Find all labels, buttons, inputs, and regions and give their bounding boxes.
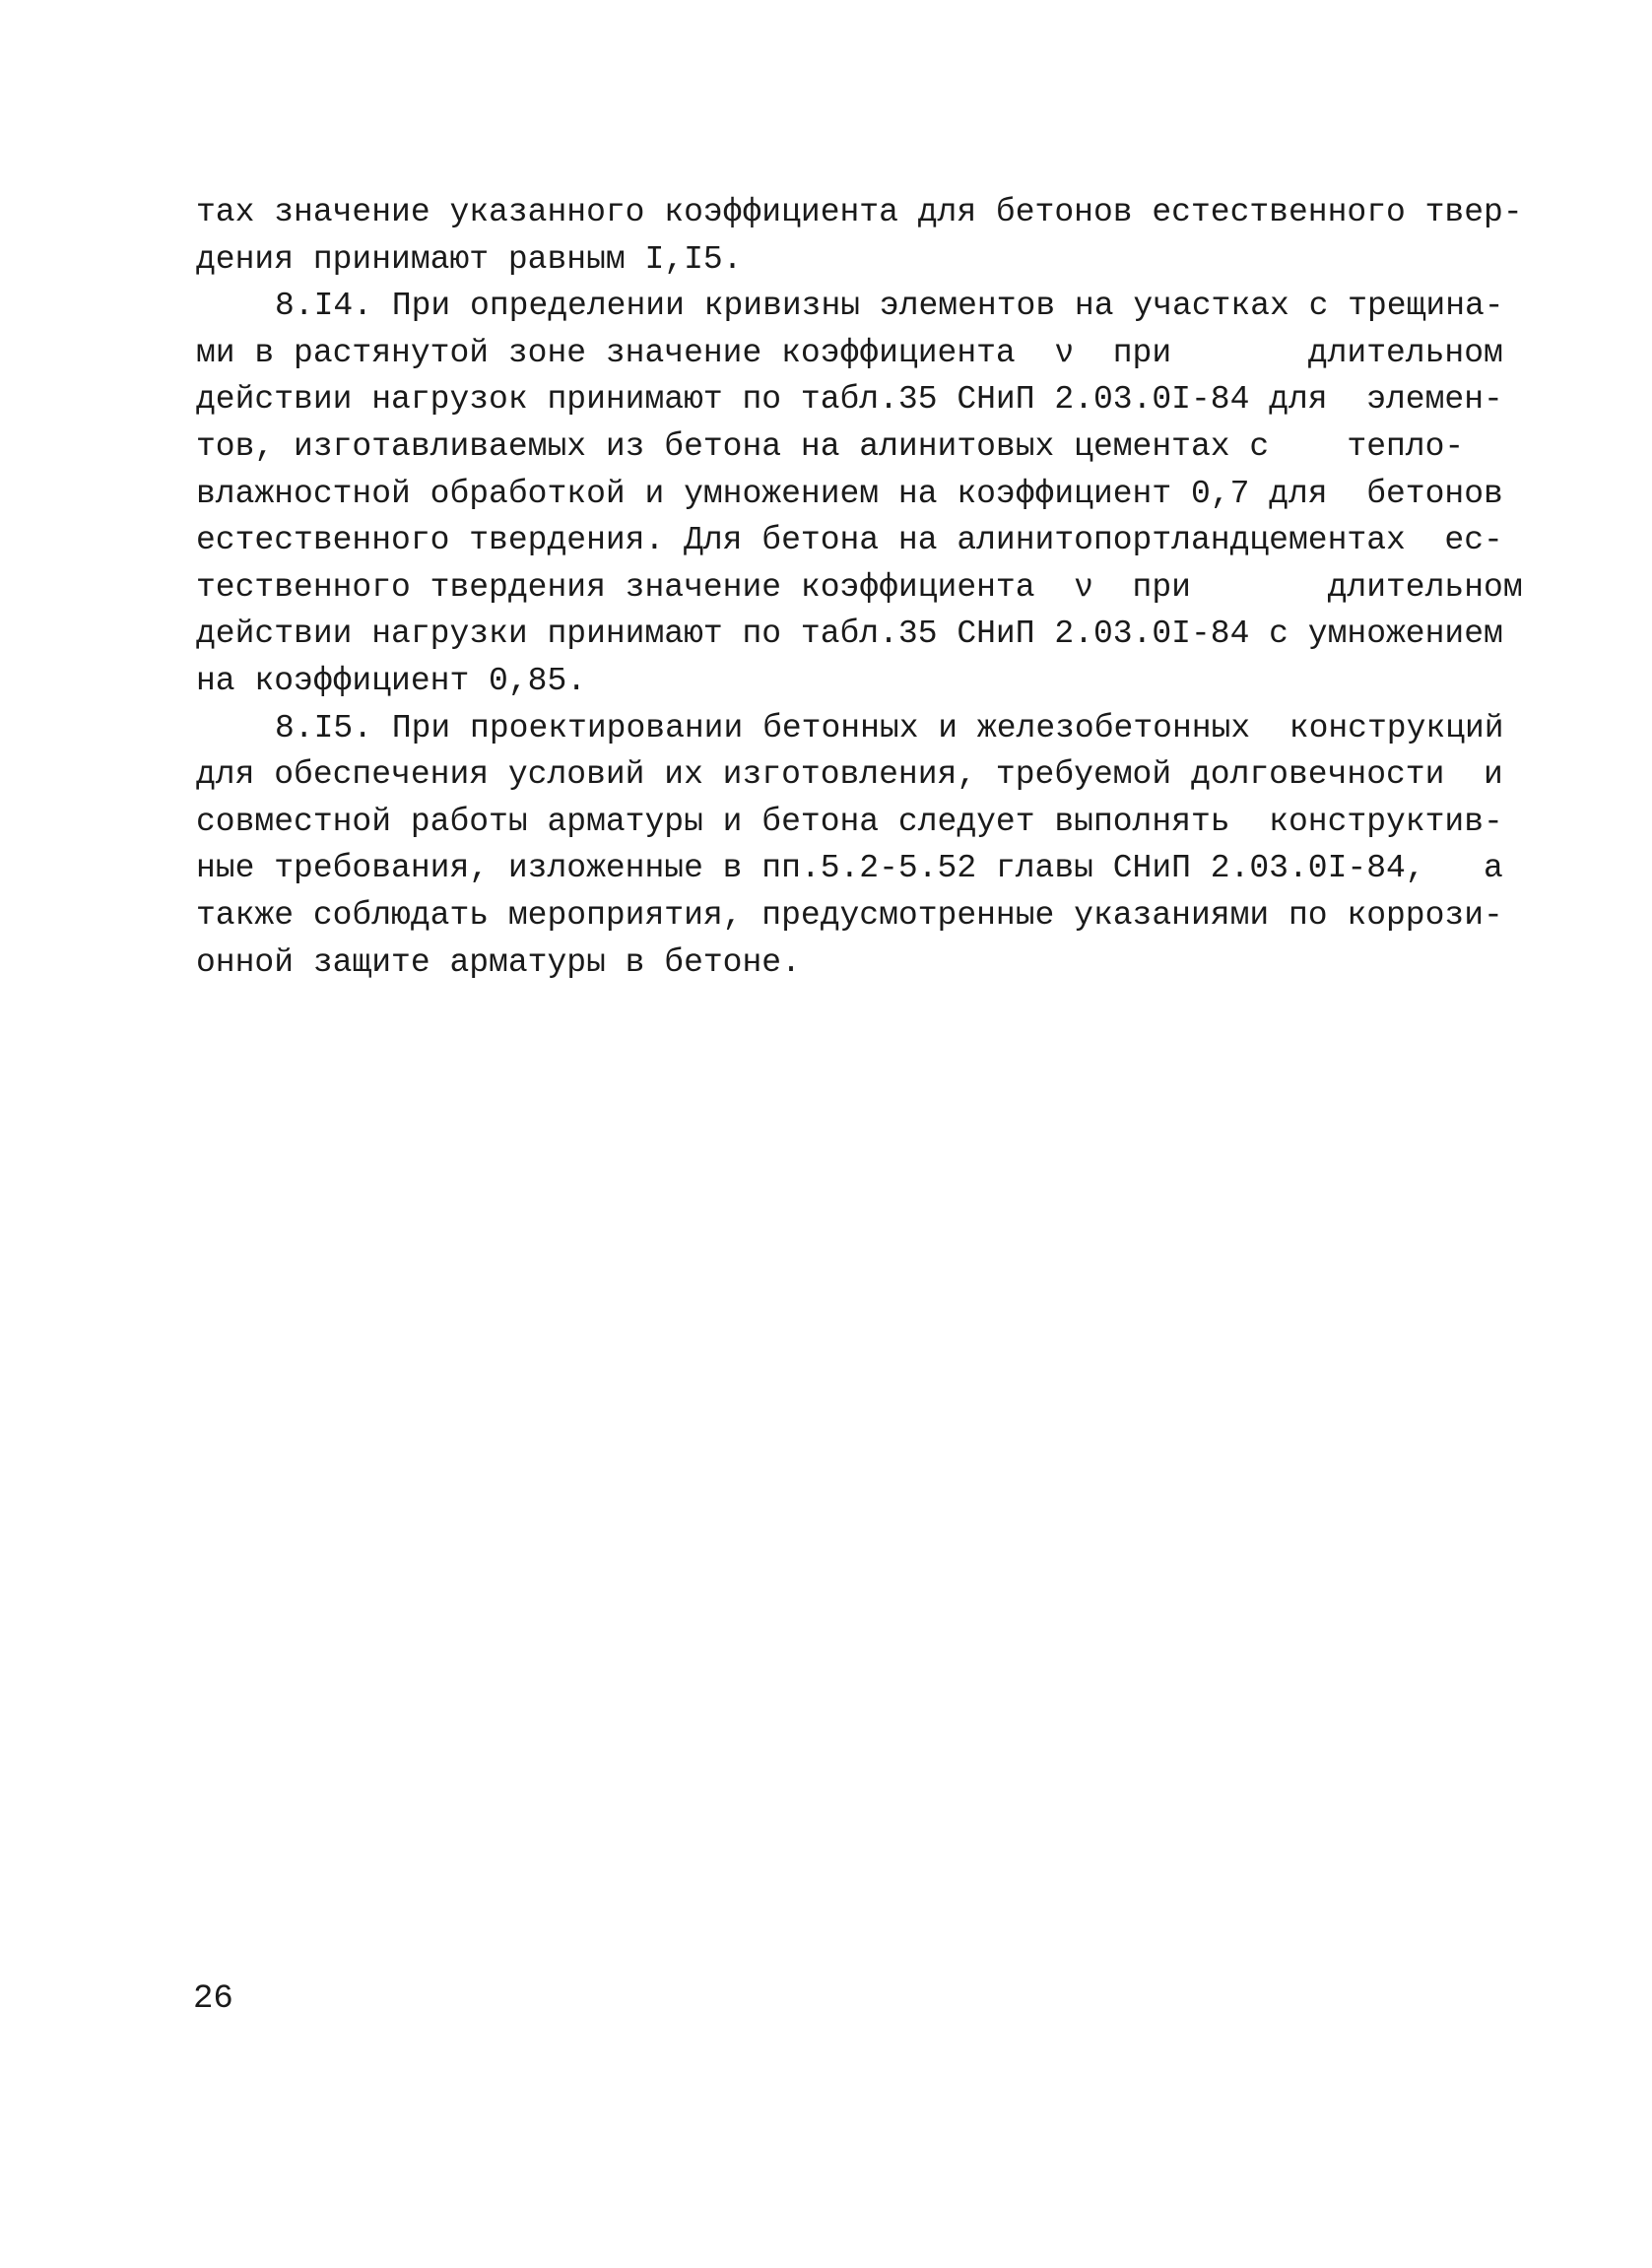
text-line: действии нагрузок принимают по табл.35 СНиП 2.03.0I-84 для элемен- <box>196 381 1503 419</box>
text-line: также соблюдать мероприятия, предусмотренные указаниями по коррози- <box>196 896 1503 934</box>
text-line: на коэффициент 0,85. <box>196 662 587 699</box>
text-line: дения принимают равным I,I5. <box>196 240 743 278</box>
text-line: для обеспечения условий их изготовления, требуемой долговечности и <box>196 756 1503 794</box>
text-line: тественного твердения значение коэффициента ν при длительном <box>196 568 1523 606</box>
paragraph-start-line: 8.I4. При определении кривизны элементов на участках с трещина- <box>275 288 1504 325</box>
text-line: ные требования, изложенные в пп.5.2-5.52 главы СНиП 2.03.0I-84, а <box>196 850 1503 887</box>
text-line: тах значение указанного коэффициента для бетонов естественного твер- <box>196 194 1523 230</box>
text-line: естественного твердения. Для бетона на алинитопортландцементах ес- <box>196 522 1503 559</box>
text-line: онной защите арматуры в бетоне. <box>196 943 801 981</box>
body-text <box>196 189 1523 986</box>
text-line: влажностной обработкой и умножением на коэффициент 0,7 для бетонов <box>196 475 1503 512</box>
text-line: совместной работы арматуры и бетона следует выполнять конструктив- <box>196 803 1503 840</box>
text-line: ми в растянутой зоне значение коэффициента ν при длительном <box>196 334 1503 371</box>
text-line: действии нагрузки принимают по табл.35 СНиП 2.03.0I-84 с умножением <box>196 616 1503 653</box>
text-line: тов, изготавливаемых из бетона на алинитовых цементах с тепло- <box>196 427 1465 465</box>
page-number: 26 <box>193 1980 233 2018</box>
paragraph-start-line: 8.I5. При проектировании бетонных и железобетонных конструкций <box>275 709 1504 746</box>
